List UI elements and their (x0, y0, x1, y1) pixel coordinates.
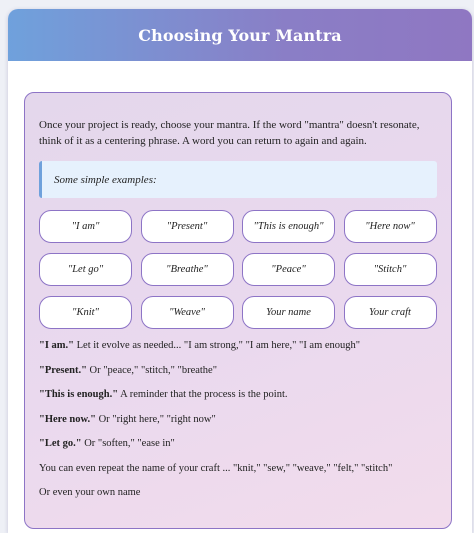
detail-line-bold: "I am." (39, 340, 74, 351)
detail-line-bold: "Present." (39, 364, 87, 376)
detail-line-text: You can even repeat the name of your craft ... "knit," "sew," "weave," "felt," "stitch" (39, 462, 393, 474)
detail-line (39, 413, 437, 427)
detail-line (39, 462, 437, 476)
page-title: Choosing Your Mantra (138, 25, 342, 45)
detail-line-text: Or "peace," "stitch," "breathe" (86, 364, 218, 376)
mantra-option-your-name[interactable]: Your name (242, 296, 335, 329)
panel-header (8, 9, 472, 61)
mantra-option-your-craft[interactable]: Your craft (344, 296, 437, 329)
detail-line (39, 364, 437, 378)
mantra-option-let-go[interactable]: "Let go" (39, 253, 132, 286)
detail-line-text: Let it evolve as needed... "I am strong," "I am here," "I am enough" (74, 340, 361, 351)
detail-line-bold: "This is enough." (39, 389, 119, 400)
mantra-option-this-is-enough[interactable]: "This is enough" (242, 210, 335, 243)
detail-line (39, 339, 437, 353)
detail-line-text: Or "soften," "ease in" (81, 438, 175, 449)
mantra-option-present[interactable]: "Present" (141, 210, 234, 243)
mantra-option-stitch[interactable]: "Stitch" (344, 253, 437, 286)
mantra-option-breathe[interactable]: "Breathe" (141, 253, 234, 286)
mantra-option-knit[interactable]: "Knit" (39, 296, 132, 329)
intro-text: Once your project is ready, choose your mantra. If the word "mantra" doesn't resonate, think of it as a centering phrase. A word you can return to again and again. (39, 119, 420, 147)
mantra-option-i-am[interactable]: "I am" (39, 210, 132, 243)
detail-line-text: A reminder that the process is the point. (118, 389, 288, 400)
mantra-option-here-now[interactable]: "Here now" (344, 210, 437, 243)
detail-line-bold: "Let go." (39, 438, 82, 449)
mantra-card (24, 92, 452, 529)
mantra-option-weave[interactable]: "Weave" (141, 296, 234, 329)
detail-line-bold: "Here now." (39, 413, 96, 425)
detail-line (39, 486, 437, 500)
mantra-option-peace[interactable]: "Peace" (242, 253, 335, 286)
mantra-details (39, 339, 437, 500)
detail-line-text: Or even your own name (39, 487, 141, 498)
detail-line-text: Or "right here," "right now" (95, 413, 216, 425)
examples-callout (39, 161, 437, 198)
callout-text: Some simple examples: (54, 173, 157, 186)
mantra-panel (8, 9, 472, 533)
mantra-options (39, 210, 437, 329)
detail-line (39, 437, 437, 451)
detail-line (39, 388, 437, 402)
